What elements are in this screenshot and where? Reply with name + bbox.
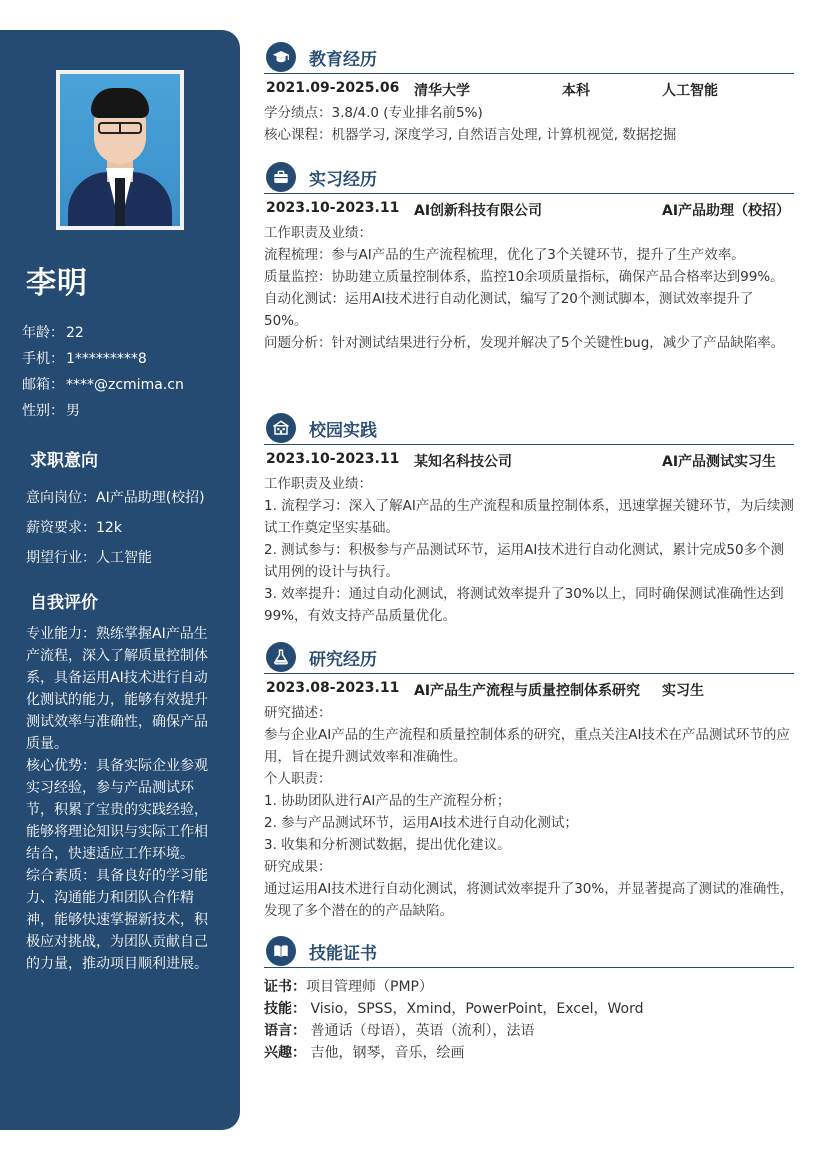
intent-industry: 期望行业：人工智能 [26, 550, 152, 566]
internship-section [264, 160, 794, 354]
briefcase-icon [266, 162, 296, 192]
internship-line: 质量监控：协助建立质量控制体系，监控10余项质量指标，确保产品合格率达到99%。 [264, 269, 784, 285]
intent-salary: 薪资要求：12k [26, 520, 122, 536]
research-line: 研究成果： [264, 859, 332, 875]
self-evaluation-section [0, 588, 240, 975]
skill-languages: 语言： 普通话（母语），英语（流利），法语 [264, 1023, 535, 1039]
research-line: 个人职责： [264, 771, 332, 787]
skills-section [264, 934, 794, 1064]
research-title: 研究经历 [309, 650, 377, 670]
research-line: 2. 参与产品测试环节，运用AI技术进行自动化测试； [264, 815, 578, 831]
campus-line: 3. 效率提升：通过自动化测试，将测试效率提升了30%以上，同时确保测试准确性达到99%，有效支持产品质量优化。 [264, 586, 784, 624]
research-line: 参与企业AI产品的生产流程和质量控制体系的研究，重点关注AI技术在产品测试环节的应用，旨在提升测试效率和准确性。 [264, 727, 790, 765]
campus-line: 2. 测试参与：积极参与产品测试环节，运用AI技术进行自动化测试，累计完成50多个测试用例的设计与执行。 [264, 542, 785, 580]
campus-period: 2023.10-2023.11 [266, 451, 400, 467]
internship-title: 实习经历 [309, 170, 377, 190]
info-phone: 手机： 1*********8 [22, 351, 147, 367]
self-evaluation-heading: 自我评价 [30, 593, 98, 613]
internship-line: 问题分析：针对测试结果进行分析，发现并解决了5个关键性bug，减少了产品缺陷率。 [264, 335, 785, 351]
research-line: 研究描述： [264, 705, 332, 721]
internship-header-row [264, 194, 794, 222]
internship-company: AI创新科技有限公司 [414, 203, 543, 219]
education-school: 清华大学 [414, 83, 470, 99]
education-major: 人工智能 [662, 83, 718, 99]
skill-tools: 技能： Visio，SPSS，Xmind，PowerPoint，Excel，Word [264, 1001, 644, 1017]
internship-line: 工作职责及业绩： [264, 225, 372, 241]
book-icon [266, 936, 296, 966]
research-project: AI产品生产流程与质量控制体系研究 [414, 683, 641, 699]
internship-line: 流程梳理：参与AI产品的生产流程梳理，优化了3个关键环节，提升了生产效率。 [264, 247, 745, 263]
info-email: 邮箱： ****@zcmima.cn [22, 377, 184, 393]
intent-position: 意向岗位：AI产品助理(校招) [26, 490, 205, 506]
self-eval-paragraph: 专业能力：熟练掌握AI产品生产流程，深入了解质量控制体系，具备运用AI技术进行自动化测试的能力，能够有效提升测试效率与准确性，确保产品质量。 [26, 626, 208, 752]
flask-icon [266, 642, 296, 672]
job-intent-section [0, 446, 240, 573]
info-gender: 性别： 男 [22, 403, 80, 419]
internship-period: 2023.10-2023.11 [266, 200, 400, 216]
campus-line: 1. 流程学习：深入了解AI产品的生产流程和质量控制体系，迅速掌握关键环节，为后续测试工作奠定坚实基础。 [264, 498, 794, 536]
education-title: 教育经历 [309, 50, 377, 70]
campus-company: 某知名科技公司 [414, 454, 512, 470]
skill-interests: 兴趣： 吉他，钢琴，音乐，绘画 [264, 1045, 465, 1061]
campus-line: 工作职责及业绩： [264, 476, 372, 492]
education-line: 核心课程：机器学习, 深度学习, 自然语言处理, 计算机视觉, 数据挖掘 [264, 127, 677, 143]
research-line: 3. 收集和分析测试数据，提出优化建议。 [264, 837, 511, 853]
job-intent-heading: 求职意向 [30, 451, 98, 471]
campus-section [264, 411, 794, 627]
building-icon [266, 413, 296, 443]
internship-role: AI产品助理（校招） [662, 203, 791, 219]
research-period: 2023.08-2023.11 [266, 680, 400, 696]
profile-photo [56, 70, 184, 230]
campus-title: 校园实践 [309, 421, 377, 441]
internship-line: 自动化测试：运用AI技术进行自动化测试，编写了20个测试脚本，测试效率提升了50%。 [264, 291, 754, 329]
skills-title: 技能证书 [309, 944, 377, 964]
education-header-row [264, 74, 794, 102]
candidate-name: 李明 [26, 266, 88, 301]
research-role: 实习生 [662, 683, 704, 699]
education-section [264, 40, 794, 146]
research-section [264, 640, 794, 922]
sidebar [0, 30, 240, 1130]
campus-role: AI产品测试实习生 [662, 454, 777, 470]
education-period: 2021.09-2025.06 [266, 80, 400, 96]
research-line: 通过运用AI技术进行自动化测试，将测试效率提升了30%，并显著提高了测试的准确性，发现了多个潜在的的产品缺陷。 [264, 881, 794, 919]
self-eval-paragraph: 核心优势：具备实际企业参观实习经验，参与产品测试环节，积累了宝贵的实践经验，能够将理论知识与实际工作相结合，快速适应工作环境。 [26, 758, 208, 862]
personal-info [22, 320, 232, 424]
skill-certificate: 证书：项目管理师（PMP） [264, 979, 433, 995]
info-age: 年龄： 22 [22, 325, 84, 341]
education-line: 学分绩点：3.8/4.0 (专业排名前5%) [264, 105, 483, 121]
research-line: 1. 协助团队进行AI产品的生产流程分析； [264, 793, 511, 809]
graduation-cap-icon [266, 42, 296, 72]
self-eval-paragraph: 综合素质：具备良好的学习能力、沟通能力和团队合作精神，能够快速掌握新技术，积极应对挑战，为团队贡献自己的力量，推动项目顺利进展。 [26, 868, 208, 972]
education-degree: 本科 [562, 83, 590, 99]
campus-header-row [264, 445, 794, 473]
avatar [60, 74, 180, 226]
research-header-row [264, 674, 794, 702]
